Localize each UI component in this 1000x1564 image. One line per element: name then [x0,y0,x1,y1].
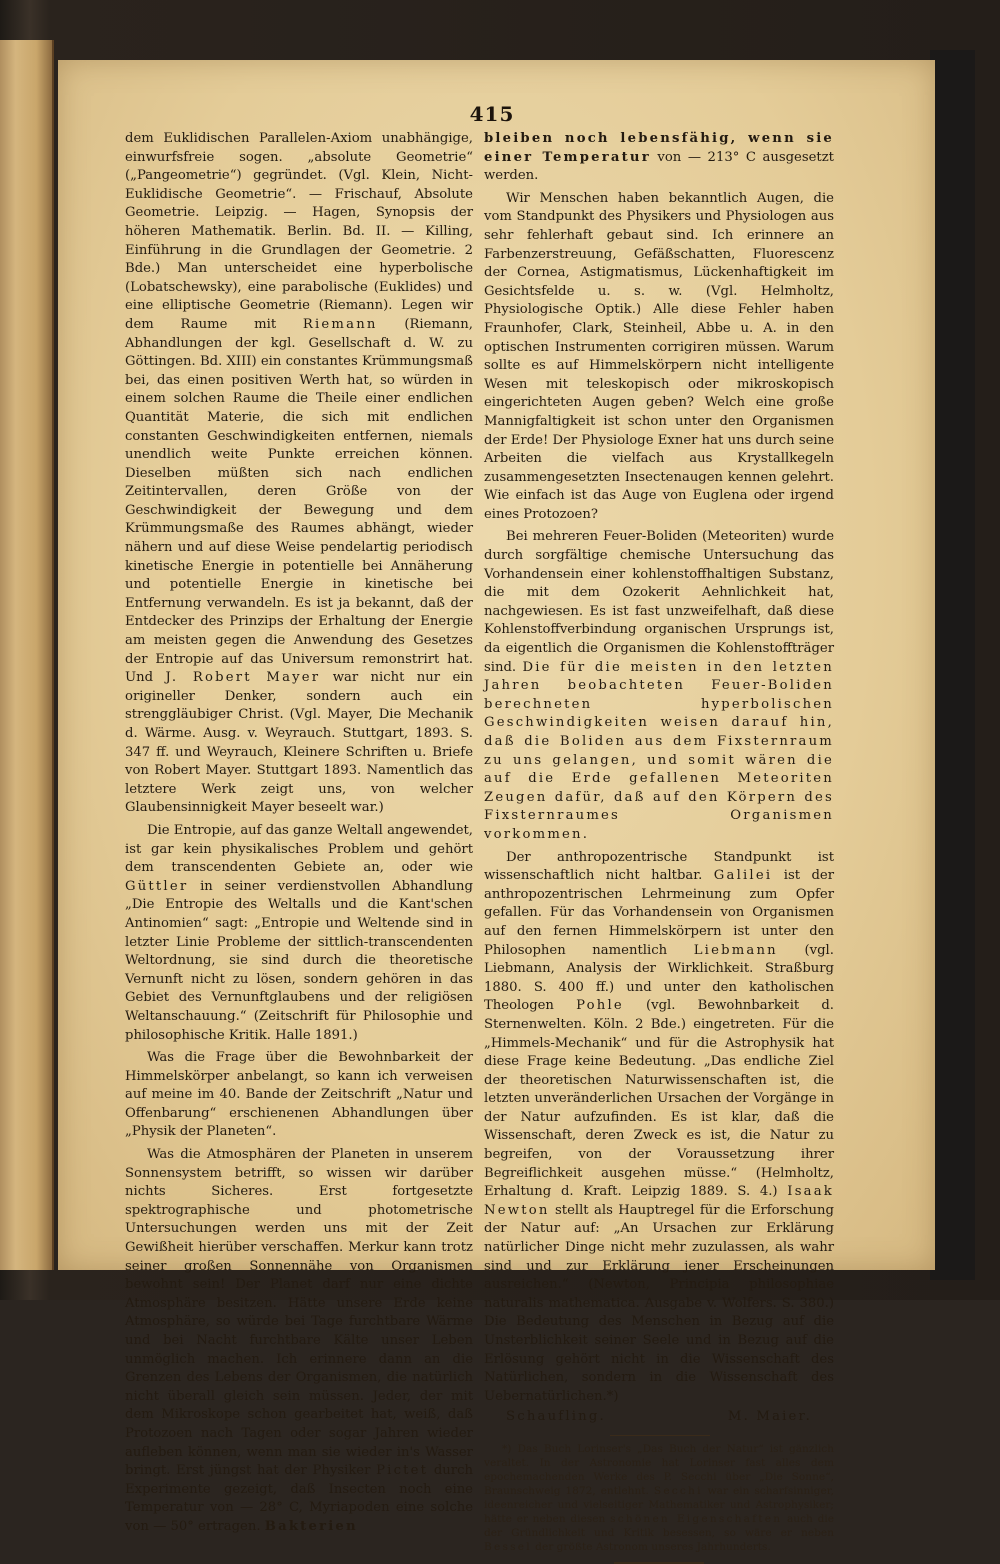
right-p4-text-e: stellt als Hauptregel für die Erforschung der Natur auf: „An Ursachen zur Erklärung natürlicher Dinge nicht mehr zuzulassen, als wahr sind und zur Erklärung jener Erscheinungen ausreichen.“ (Newton, Principia philosophiae naturalis mathematica. Ausgabe v. Wolfers. S. 380.) Die Bedeutung des Menschen in Bezug auf die Unsterblichkeit seiner Seele und in Bezug auf die Erlösung gehört nicht in die Wissenschaft des Natürlichen, sondern in die Wissenschaft des Uebernatürlichen.*) [484,1202,834,1404]
right-p4-text-b: ist der anthropozentrischen Lehrmeinung zum Opfer gefallen. Für das Vorhandensein von Organismen auf den fernen Himmelskörpern ist unter den Philosophen namentlich [484,868,835,958]
left-p2-text: Die Entropie, auf das ganze Weltall angewendet, ist gar kein physikalisches Problem und gehört dem transcendenten Gebiete an, oder wie [125,822,473,876]
name-galilei: Galilei [713,868,773,884]
footnote [484,1442,834,1554]
footnote-text-b: war ein scharfsinniger, ideenreicher und vielseitiger Mathematiker und Astrophysiker; hätte er neben diesen [484,1484,835,1525]
right-p4-text-d: (vgl. Bewohnbarkeit d. Sternenwelten. Köln. 2 Bde.) eingetreten. Für die „Himmels-Mechanik“ und für die Astrophysik hat diese Frage keine Bedeutung. „Das endliche Ziel der theoretischen Naturwissenschaften ist, die letzten unveränderlichen Ursachen der Vorgänge in der Natur aufzufinden. Es ist klar, daß die Wissenschaft, deren Zweck es ist, die Natur zu begreifen, von der Voraussetzung ihrer Begreiflichkeit ausgehen müsse.“ (Helmholtz, Erhaltung d. Kraft. Leipzig 1889. S. 4.) [484,998,834,1200]
left-p4-text-b: durch Experimente gezeigt, daß Insecten noch eine Temperatur von — 28° C, Myriapoden eine solche von — 50° ertragen. [125,1463,473,1534]
name-robert-mayer: J. Robert Mayer [165,670,321,686]
name-riemann: Riemann [302,316,378,332]
word-bakterien: Bakterien [264,1518,358,1534]
right-p3-text: Bei mehreren Feuer-Boliden (Meteoriten) wurde durch sorgfältige chemische Untersuchung das Vorhandensein einer kohlenstoffhaltigen Substanz, die mit dem Ozokerit Aehnlichkeit hat, nachgewiesen. Es ist fast unzweifelhaft, daß diese Kohlenstoffverbindung organischen Ursprungs ist, da eigentlich die Organismen die Kohlenstoffträger sind. [484,529,834,675]
left-p1-text-b: (Riemann, Abhandlungen der kgl. Gesellschaft d. W. zu Göttingen. Bd. XIII) ein constantes Krümmungsmaß bei, das einen positiven Werth hat, so würden in einem solchen Raume die Theile einer endlichen Quantität Materie, die sich mit endlichen constanten Geschwindigkeiten entfernen, niemals unendlich weite Punkte erreichen können. Dieselben müßten sich nach endlichen Zeitintervallen, deren Größe von der Geschwindigkeit der Bewegung und dem Krümmungsmaße des Raumes abhängt, wieder nähern und auf diese Weise pendelartig periodisch kinetische Energie in potentielle bei Annäherung und potentielle Energie in kinetische bei Entfernung verwandeln. Es ist ja bekannt, daß der Entdecker des Prinzips der Erhaltung der Energie am meisten gegen die Anwendung des Gesetzes der Entropie auf das Universum remonstrirt hat. Und [125,316,473,686]
name-liebmann: Liebmann [693,942,778,958]
right-paragraph-4 [484,849,834,1407]
right-paragraph-2: Wir Menschen haben bekanntlich Augen, die vom Standpunkt des Physikers und Physiologen aus sehr fehlerhaft gebaut sind. Ich erinnere an Farbenzerstreuung, Gefäßschatten, Fluorescenz der Cornea, Astigmatismus, Lückenhaftigkeit im Gesichtsfelde u. s. w. (Vgl. Helmholtz, Physiologische Optik.) Alle diese Fehler haben Fraunhofer, Clark, Steinheil, Abbe u. A. in den optischen Instrumenten corrigiren müssen. Warum sollte es auf Himmelskörpern nicht intelligente Wesen mit teleskopisch oder mikroskopisch eingerichteten Augen geben? Welch eine große Mannigfaltigkeit ist schon unter den Organismen der Erde! Der Physiologe Exner hat uns durch seine Arbeiten die vielfach aus Krystallkegeln zusammengesetzten Insectenaugen kennen gelehrt. Wie einfach ist das Auge von Euglena oder irgend eines Protozoen? [484,190,834,522]
right-paragraph-3 [484,528,834,844]
left-paragraph-1 [125,130,473,818]
name-bessel: Bessel [484,1540,532,1553]
right-p1-spaced: bleiben noch lebensfähig, wenn sie einer Temperatur [484,131,834,165]
left-p2-text-b: in seiner verdienstvollen Abhandlung „Die Entropie des Weltalls und die Kant'schen Antinomien“ sagt: „Entropie und Weltende sind in letzter Linie Probleme der sittlich-transcendenten Weltordnung, sie sind durch die theoretische Vernunft nicht zu lösen, sondern gehören in das Gebiet des Vernunftglaubens und der religiösen Weltanschauung.“ (Zeitschrift für Philosophie und philosophische Kritik. Halle 1891.) [125,878,473,1043]
signature-author: M. Maier. [727,1409,812,1425]
book-cover-edge [930,50,975,1280]
footnote-paragraph [484,1442,834,1554]
left-paragraph-3: Was die Frage über die Bewohnbarkeit der Himmelskörper anbelangt, so kann ich verweisen auf meine im 40. Bande der Zeitschrift „Natur und Offenbarung“ erschienenen Abhandlungen über „Physik der Planeten“. [125,1050,473,1140]
footnote-text-c: auch die der Gründlichkeit und Kritik besessen, so wäre er neben [484,1512,835,1539]
footnote-text-d: der größte Astronom unseres Jahrhunderts. [535,1540,771,1553]
footnote-text: *) Das Buch Lorinser's „Das Buch der Natur“ ist gänzlich veraltet. In der Astronomie hat Lorinser fast alles dem epochemachenden Werke des P. Secchi über „Die Sonne“, Braunschweig 1872, entlehnt. [484,1442,834,1497]
footnote-rule [610,1435,710,1436]
footnote-spaced: schönen Eigenschaften [610,1512,783,1525]
left-p4-text: Was die Atmosphären der Planeten in unserem Sonnensystem betrifft, so wissen wir darüber nichts Sicheres. Erst fortgesetzte spektrographische und photometrische Untersuchungen werden uns mit der Zeit Gewißheit hierüber verschaffen. Merkur kann trotz seiner großen Sonnennähe von Organismen bewohnt sein! Der Planet darf nur eine dichte Atmosphäre besitzen. Hätte unsere Erde keine Atmosphäre, so würde bei Tage furchtbare Wärme und bei Nacht furchtbare Kälte unser Leben unmöglich machen. Ich erinnere dann an die Grenzen des Lebens der Organismen, die natürlich nicht überall gleich sein müssen. Jeder, der mit dem Mikroskope schon gearbeitet hat, weiß, daß Protozoen nach Tagen oder sogar Jahren wieder aufleben können, wenn man sie wieder in's Wasser bringt. Erst jüngst hat der Physiker [125,1147,473,1479]
signature-place: Schaufling. [506,1409,606,1425]
left-column [125,130,473,1537]
name-pictet: Pictet [376,1463,429,1479]
name-secchi: Secchi [653,1484,703,1497]
name-newton: Isaak Newton [484,1184,834,1218]
left-p1-text-c: war nicht nur ein origineller Denker, sondern auch ein strenggläubiger Christ. (Vgl. Mayer, Die Mechanik d. Wärme. Ausg. v. Weyrauch. Stuttgart, 1893. S. 347 ff. und Weyrauch, Kleinere Schriften u. Briefe von Robert Mayer. Stuttgart 1893. Namentlich das letztere Werk zeigt uns, von welcher Glaubensinnigkeit Mayer beseelt war.) [125,670,473,816]
right-column [484,130,834,1564]
right-p4-text-c: (vgl. Liebmann, Analysis der Wirklichkeit. Straßburg 1880. S. 400 ff.) und unter den katholischen Theologen [484,942,834,1014]
left-paragraph-2 [125,822,473,1045]
page-number: 415 [469,102,515,126]
left-page-edge [0,40,54,1270]
left-paragraph-4 [125,1146,473,1536]
right-paragraph-1 [484,130,834,186]
signature-line [484,1408,834,1427]
name-pohle: Pohle [576,998,624,1014]
right-p4-text: Der anthropozentrische Standpunkt ist wissenschaftlich nicht haltbar. [484,849,834,884]
name-guettler: Güttler [125,878,189,894]
left-p1-text: dem Euklidischen Parallelen-Axiom unabhängige, einwurfsfreie sogen. „absolute Geometrie“ („Pangeometrie“) gegründet. (Vgl. Klein, Nicht-Euklidische Geometrie“. — Frischauf, Absolute Geometrie. Leipzig. — Hagen, Synopsis der höheren Mathematik. Berlin. Bd. II. — Killing, Einführung in die Grundlagen der Geometrie. 2 Bde.) Man unterscheidet eine hyperbolische (Lobatschewsky), eine parabolische (Euklides) und eine elliptische Geometrie (Riemann). Legen wir dem Raume mit [125,131,473,332]
right-p3-spaced: Die für die meisten in den letzten Jahren beobachteten Feuer-Boliden berechneten hyperbolischen Geschwindigkeiten weisen darauf hin, daß die Boliden aus dem Fixsternraum zu uns gelangen, und somit wären die auf die Erde gefallenen Meteoriten Zeugen dafür, daß auf den Körpern des Fixsternraumes Organismen vorkommen. [484,659,834,842]
right-p1-text: von — 213° C ausgesetzt werden. [484,149,834,184]
